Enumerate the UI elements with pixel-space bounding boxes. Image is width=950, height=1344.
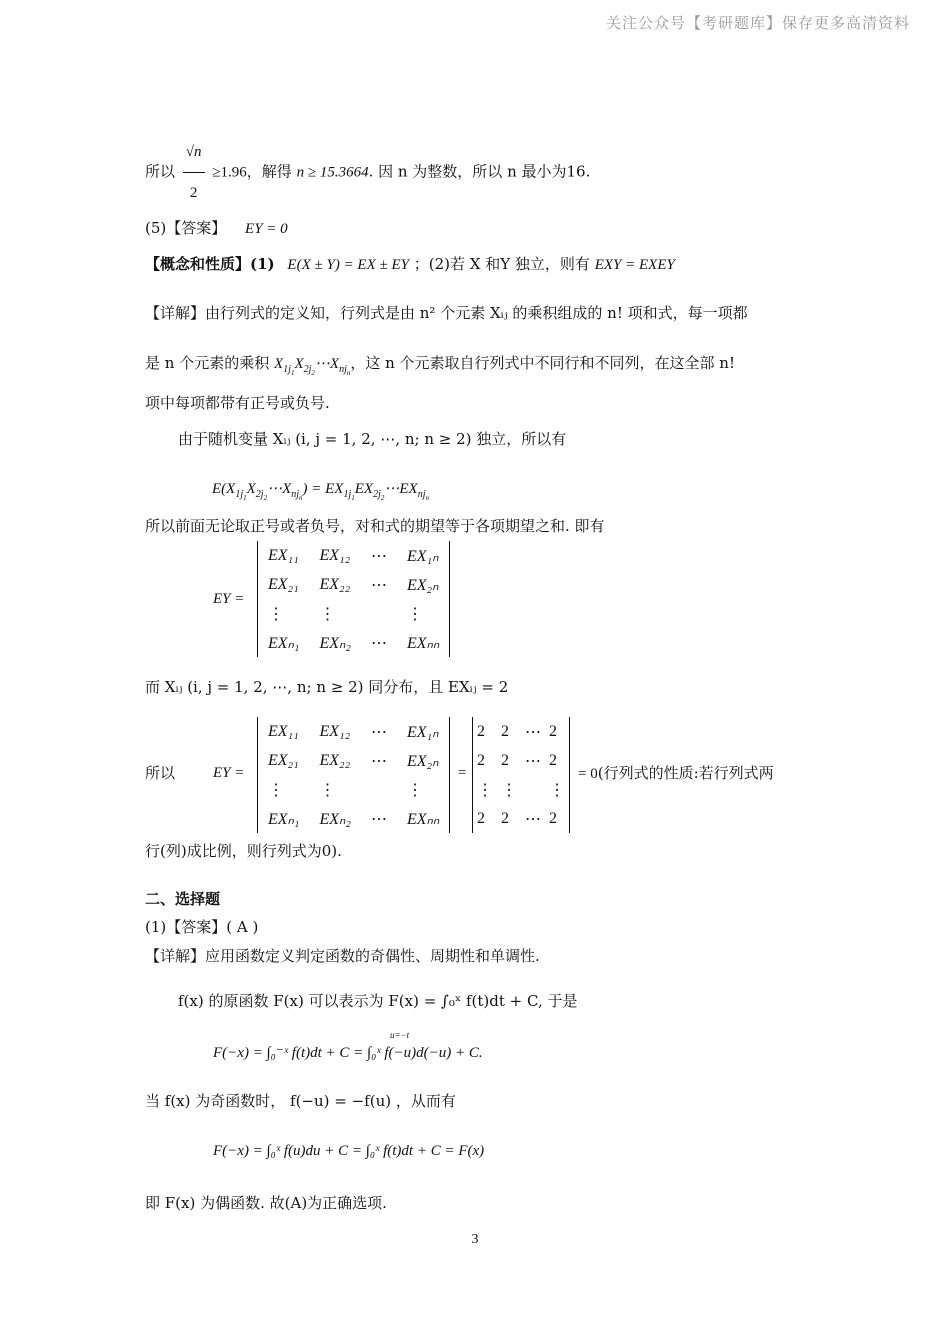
independence-line: 由于随机变量 Xᵢⱼ (i, j = 1, 2, ⋯, n; n ≥ 2) 独立，所以有 [178, 430, 567, 448]
conclusion-line: 即 F(x) 为偶函数. 故(A)为正确选项. [145, 1194, 387, 1212]
equation-1: F(−x) = ∫₀⁻ˣ f(t)dt + C = ∫₀ˣ f(−u)d(−u) + C. [213, 1045, 483, 1061]
concept-formula-1: E(X ± Y) = EX ± EY [287, 257, 409, 273]
det-lhs-2: EY = [213, 765, 245, 781]
note-line-2: 行(列)成比例，则行列式为0). [145, 842, 342, 860]
watermark: 关注公众号【考研题库】保存更多高清资料 [605, 14, 910, 32]
detail-2a: 是 n 个元素的乘积 [145, 354, 270, 372]
determinant-twos: 2 2 ⋯ 2 2 2 ⋯ 2 ⋮ ⋮ ⋮ 2 2 ⋯ 2 [472, 717, 570, 833]
section-title: 二、选择题 [145, 890, 221, 908]
concept-formula-2: EXY = EXEY [594, 257, 675, 273]
answer-5 [145, 217, 288, 240]
inequality: ≥1.96 [212, 164, 247, 181]
answer-value: EY = 0 [245, 221, 288, 237]
page-number: 3 [471, 1232, 479, 1247]
product-formula: $X_{1j_1}X_{2j_2}\cdots X_{nj_n}$ [273, 356, 351, 377]
concept-line [145, 253, 675, 276]
concept-label: 【概念和性质】(1) [145, 255, 275, 273]
answer-label: (5)【答案】 [145, 219, 227, 237]
detail-line-3: 项中每项都带有正号或负号. [145, 394, 330, 412]
equals-sign: = [458, 765, 467, 781]
n-bound: n ≥ 15.3664 [296, 164, 369, 181]
eq-zero: = 0 [578, 766, 598, 782]
lead-text: 所以 [145, 162, 176, 181]
solve-text: ，解得 [246, 162, 292, 181]
detail-2b: ，这 n 个元素取自行列式中不同行和不同列，在这全部 n! [350, 354, 735, 372]
fraction [183, 132, 205, 213]
expectation-product: $E(X_{1j_1}X_{2j_2}\cdots X_{nj_n})$ = $EX_{1j_1}EX_{2j_2}\cdots EX_{nj_n}$ [212, 481, 429, 502]
equation-2: F(−x) = ∫₀ˣ f(u)du + C = ∫₀ˣ f(t)dt + C = F(x) [213, 1143, 485, 1159]
so-label: 所以 [145, 764, 176, 782]
sum-line: 所以前面无论取正号或者负号，对和式的期望等于各项期望之和. 即有 [145, 517, 605, 535]
primitive-line: f(x) 的原函数 F(x) 可以表示为 F(x) = ∫₀ˣ f(t)dt + C, 于是 [178, 992, 578, 1010]
q1-answer: (1)【答案】( A ) [145, 918, 259, 936]
note-1: (行列式的性质:若行列式两 [597, 764, 774, 782]
n-bound-line [145, 132, 590, 213]
fraction-numerator: √n [183, 132, 205, 173]
substitution-note: u=−t [390, 1030, 410, 1040]
detail-line-2 [145, 352, 735, 384]
zero-result [578, 762, 774, 785]
conclusion-text: . 因 n 为整数，所以 n 最小为16. [368, 162, 591, 181]
fraction-denominator: 2 [189, 185, 198, 201]
detail-line-1: 【详解】由行列式的定义知，行列式是由 n² 个元素 Xᵢⱼ 的乘积组成的 n! 项和式，每一项都 [145, 304, 748, 322]
odd-function-line: 当 f(x) 为奇函数时， f(−u) = −f(u) ，从而有 [145, 1092, 456, 1110]
det-lhs: EY = [213, 591, 245, 607]
same-distribution-line: 而 Xᵢⱼ (i, j = 1, 2, ⋯, n; n ≥ 2) 同分布，且 EXᵢⱼ = 2 [145, 678, 509, 696]
concept-mid: ；(2)若 X 和Y 独立，则有 [413, 255, 590, 273]
determinant-ex: EX₁₁ EX₁₂ ⋯ EX₁ₙ EX₂₁ EX₂₂ ⋯ EX₂ₙ ⋮ ⋮ ⋮ EXₙ₁ EXₙ₂ ⋯ EXₙₙ [257, 541, 450, 657]
q1-detail: 【详解】应用函数定义判定函数的奇偶性、周期性和单调性. [145, 947, 540, 965]
determinant-ex-2: EX₁₁ EX₁₂ ⋯ EX₁ₙ EX₂₁ EX₂₂ ⋯ EX₂ₙ ⋮ ⋮ ⋮ EXₙ₁ EXₙ₂ ⋯ EXₙₙ [257, 717, 450, 833]
